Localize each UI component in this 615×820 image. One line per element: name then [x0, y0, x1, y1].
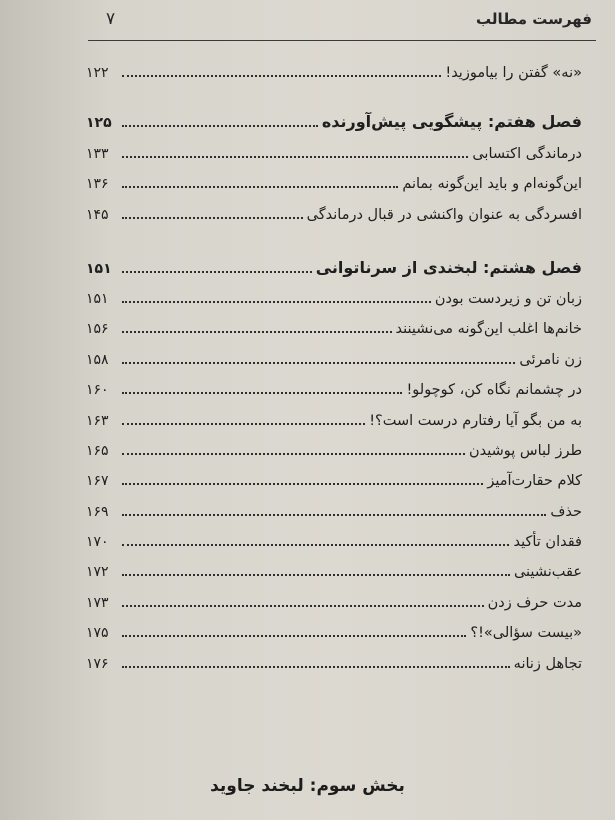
chapter-row	[86, 248, 582, 280]
header-rule	[88, 40, 596, 41]
dot-leader	[122, 331, 392, 333]
toc-entry	[86, 614, 582, 644]
chapter-title: فصل هفتم: پیشگویی پیش‌آورنده	[321, 112, 582, 132]
dot-leader	[122, 666, 510, 668]
dot-leader	[122, 635, 466, 637]
dot-leader	[122, 125, 318, 127]
chapter-title: فصل هشتم: لبخندی از سرناتوانی	[315, 257, 582, 277]
dot-leader	[122, 301, 431, 303]
toc-entry	[86, 280, 582, 310]
entry-title: زن نامرئی	[519, 351, 582, 368]
dot-leader	[122, 75, 441, 77]
toc-entry	[86, 54, 582, 84]
entry-page-number: ۱۷۵	[86, 625, 109, 642]
entry-title: عقب‌نشینی	[513, 564, 582, 581]
header-title: فهرست مطالب	[476, 10, 592, 28]
dot-leader	[122, 453, 465, 455]
toc-entry	[86, 134, 582, 164]
chapter-row	[86, 102, 582, 134]
entry-title: «نه» گفتن را بیاموزید!	[445, 65, 582, 82]
page-number: ۷	[106, 9, 116, 29]
running-header	[92, 6, 592, 32]
entry-title: زبان تن و زیردست بودن	[434, 290, 582, 307]
dot-leader	[122, 271, 312, 273]
toc-entry	[86, 401, 582, 431]
entry-title: مدت حرف زدن	[487, 594, 582, 611]
entry-title: این‌گونه‌ام و باید این‌گونه بمانم	[402, 176, 582, 193]
entry-page-number: ۱۳۶	[86, 176, 109, 193]
dot-leader	[122, 186, 398, 188]
toc-entry	[86, 553, 582, 583]
entry-title: فقدان تأکید	[513, 534, 582, 551]
toc-entry	[86, 371, 582, 401]
entry-page-number: ۱۶۹	[86, 503, 109, 520]
entry-title: طرز لباس پوشیدن	[469, 442, 582, 459]
entry-page-number: ۱۷۰	[86, 534, 109, 551]
dot-leader	[122, 392, 402, 394]
entry-page-number: ۱۵۶	[86, 321, 109, 338]
entry-title: کلام حقارت‌آمیز	[487, 473, 582, 490]
entry-title: خانم‌ها اغلب این‌گونه می‌نشینند	[395, 321, 582, 338]
entry-page-number: ۱۳۳	[86, 145, 109, 162]
section-gap	[86, 84, 582, 102]
entry-page-number: ۱۶۷	[86, 473, 109, 490]
dot-leader	[122, 544, 509, 546]
entry-page-number: ۱۶۰	[86, 382, 109, 399]
entry-page-number: ۱۶۵	[86, 442, 109, 459]
toc-entry	[86, 310, 582, 340]
toc-entry	[86, 165, 582, 195]
entry-page-number: ۱۷۶	[86, 655, 109, 672]
entry-title: حذف	[550, 503, 582, 520]
dot-leader	[122, 362, 515, 364]
entry-page-number: ۱۷۳	[86, 594, 109, 611]
toc-entry	[86, 523, 582, 553]
entry-page-number: ۱۵۱	[86, 290, 109, 307]
entry-title: تجاهل زنانه	[513, 655, 582, 672]
toc-entry	[86, 644, 582, 674]
entry-title: به من بگو آیا رفتارم درست است؟!	[369, 412, 582, 429]
entry-title: درماندگی اکتسابی	[472, 145, 582, 162]
entry-title: افسردگی به عنوان واکنشی در قبال درماندگی	[306, 206, 582, 223]
entry-page-number: ۱۵۸	[86, 351, 109, 368]
dot-leader	[122, 514, 546, 516]
dot-leader	[122, 423, 365, 425]
toc-entry	[86, 583, 582, 613]
part-heading: بخش سوم: لبخند جاوید	[210, 776, 405, 796]
dot-leader	[122, 574, 510, 576]
toc-entry	[86, 340, 582, 370]
entry-page-number: ۱۷۲	[86, 564, 109, 581]
entry-page-number: ۱۴۵	[86, 206, 109, 223]
dot-leader	[122, 605, 484, 607]
toc-entry	[86, 492, 582, 522]
entry-title: «بیست سؤالی»!؟	[470, 625, 582, 642]
toc-entry	[86, 432, 582, 462]
chapter-page-number: ۱۲۵	[86, 115, 112, 132]
entry-title: در چشمانم نگاه کن، کوچولو!	[406, 382, 582, 399]
dot-leader	[122, 156, 468, 158]
entry-page-number: ۱۲۲	[86, 65, 109, 82]
dot-leader	[122, 217, 303, 219]
chapter-page-number: ۱۵۱	[86, 260, 112, 277]
section-gap	[86, 226, 582, 248]
table-of-contents	[86, 54, 582, 675]
entry-page-number: ۱۶۳	[86, 412, 109, 429]
toc-entry	[86, 195, 582, 225]
toc-entry	[86, 462, 582, 492]
dot-leader	[122, 483, 483, 485]
